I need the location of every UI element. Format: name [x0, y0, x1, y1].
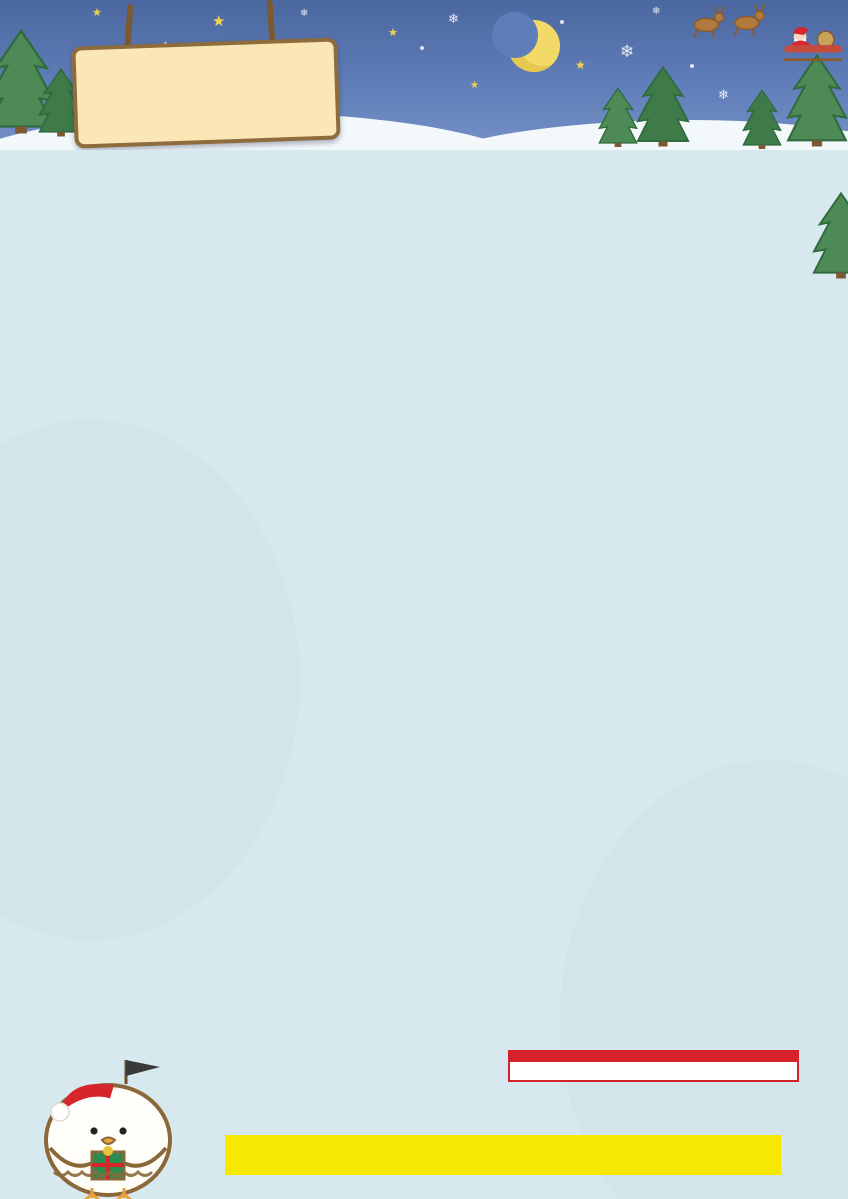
footer [0, 1040, 848, 1199]
closed-days-list [510, 1062, 797, 1080]
snowflake-icon: ❄ [300, 8, 309, 19]
sign-rope [124, 4, 133, 48]
snowflake-icon: ❄ [652, 6, 661, 17]
tree-icon [636, 60, 690, 150]
venue-sign [71, 37, 340, 148]
snowflake-icon: ❄ [620, 42, 635, 62]
sign-rope [266, 0, 275, 44]
snow-dot [690, 64, 694, 68]
star-icon: ★ [388, 26, 398, 39]
star-icon: ★ [92, 6, 102, 19]
snow-dot [560, 20, 564, 24]
snowflake-icon: ❄ [448, 12, 459, 27]
snowflake-icon: ❄ [718, 88, 729, 103]
reindeer-icon [686, 4, 778, 42]
mascot-bird-illustration [20, 1052, 198, 1199]
moon-icon [508, 20, 560, 72]
santa-sleigh-icon [780, 24, 844, 68]
star-icon: ★ [575, 58, 586, 72]
snow-dot [420, 46, 424, 50]
contact-banner [225, 1135, 781, 1175]
closed-days-box [508, 1050, 799, 1082]
star-icon: ★ [212, 12, 226, 30]
page-title [342, 40, 348, 46]
tree-icon [742, 86, 782, 150]
star-icon: ★ [470, 80, 479, 91]
background-blob [0, 420, 300, 940]
header-banner [0, 0, 848, 150]
tree-icon [598, 84, 638, 150]
closed-days-title [510, 1052, 797, 1062]
tree-icon [812, 160, 848, 310]
